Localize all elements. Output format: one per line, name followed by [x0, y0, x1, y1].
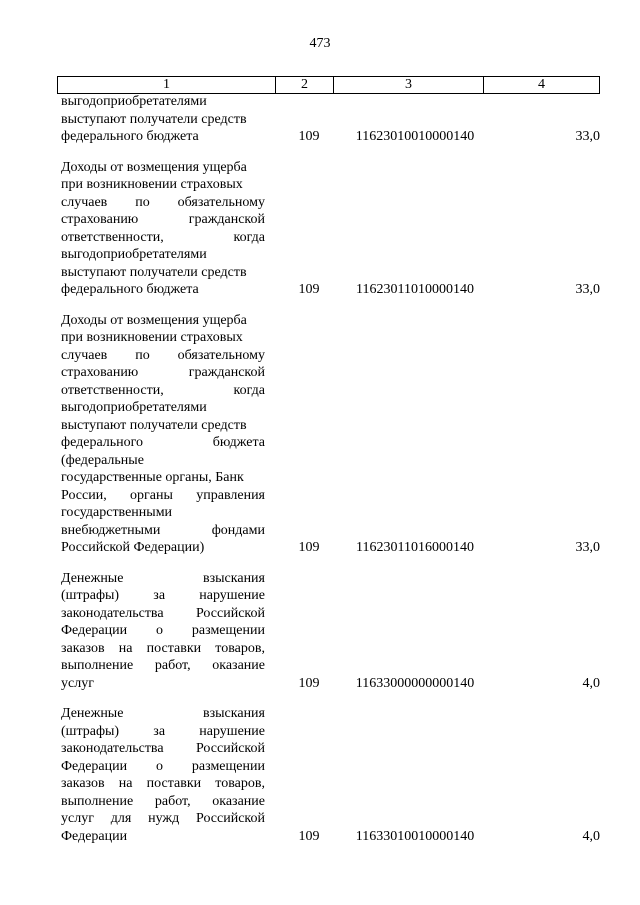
description-line: федерального бюджета — [61, 435, 265, 450]
description-line: выполнение работ, оказание — [61, 658, 265, 673]
table-header — [57, 76, 600, 94]
description-line: Доходы от возмещения ущерба — [61, 159, 247, 175]
description-line: законодательства Российской — [61, 605, 265, 621]
description-line: случаев по обязательному — [61, 194, 265, 210]
description-line: Денежные взыскания — [61, 570, 265, 586]
table-row — [0, 93, 640, 146]
row-code: 109 — [298, 129, 320, 144]
row-amount: 4,0 — [582, 828, 600, 844]
description-line: государственные органы, Банк — [61, 470, 244, 485]
row-amount: 33,0 — [575, 129, 600, 144]
row-kbk-code: 11623011010000140 — [356, 282, 474, 297]
description-line: (федеральные — [61, 452, 144, 468]
row-amount: 33,0 — [575, 540, 600, 555]
description-line: выступают получатели средств — [61, 264, 247, 280]
description-line: России, органы управления — [61, 487, 265, 503]
row-code: 109 — [298, 828, 320, 844]
description-line: заказов на поставки товаров, — [61, 640, 265, 656]
description-line: федерального бюджета — [61, 282, 199, 297]
description-line: (штрафы) за нарушение — [61, 588, 265, 603]
header-col-3: 3 — [334, 77, 484, 94]
row-amount: 33,0 — [575, 282, 600, 297]
description-line: выгодоприобретателями — [61, 94, 207, 109]
row-kbk-code: 11623010010000140 — [355, 129, 475, 144]
description-line: услуг — [61, 675, 94, 691]
row-code: 109 — [298, 282, 320, 297]
description-line: (штрафы) за нарушение — [61, 723, 265, 739]
header-col-2: 2 — [276, 77, 334, 94]
description-line: выгодоприобретателями — [61, 247, 207, 262]
row-description — [61, 93, 265, 146]
description-line: при возникновении страховых — [61, 177, 243, 192]
header-col-1: 1 — [58, 77, 276, 94]
description-line: федерального бюджета — [61, 129, 199, 144]
header-col-4: 4 — [484, 77, 600, 94]
description-line: Федерации о размещении — [61, 623, 265, 638]
row-code: 109 — [298, 675, 320, 691]
row-description — [61, 705, 265, 845]
description-line: Федерации о размещении — [61, 758, 265, 774]
row-kbk-code: 11633000000000140 — [355, 675, 475, 691]
description-line: выгодоприобретателями — [61, 400, 207, 415]
description-line: страхованию гражданской — [61, 365, 265, 380]
row-kbk-code: 11633010010000140 — [355, 828, 475, 844]
description-line: государственными — [61, 505, 173, 520]
table-row — [0, 705, 640, 845]
description-line: Федерации — [61, 828, 128, 844]
description-line: выполнение работ, оказание — [61, 793, 265, 809]
table-row — [0, 159, 640, 299]
description-line: ответственности, когда — [61, 229, 265, 245]
description-line: страхованию гражданской — [61, 212, 265, 227]
description-line: Доходы от возмещения ущерба — [61, 312, 247, 328]
row-amount: 4,0 — [582, 675, 600, 691]
description-line: услуг для нужд Российской — [61, 811, 265, 826]
row-kbk-code: 11623011016000140 — [356, 540, 474, 555]
description-line: выступают получатели средств — [61, 111, 247, 127]
description-line: выступают получатели средств — [61, 417, 247, 433]
row-code: 109 — [298, 540, 320, 555]
table-row — [0, 312, 640, 557]
row-description — [61, 570, 265, 693]
description-line: случаев по обязательному — [61, 347, 265, 363]
row-description — [61, 312, 265, 557]
table-row — [0, 570, 640, 693]
description-line: заказов на поставки товаров, — [61, 776, 265, 791]
description-line: при возникновении страховых — [61, 330, 243, 345]
description-line: законодательства Российской — [61, 741, 265, 756]
description-line: ответственности, когда — [61, 382, 265, 398]
description-line: внебюджетными фондами — [61, 522, 265, 538]
description-line: Денежные взыскания — [61, 706, 265, 721]
row-description — [61, 159, 265, 299]
description-line: Российской Федерации) — [61, 540, 205, 555]
page-number: 473 — [309, 36, 331, 51]
